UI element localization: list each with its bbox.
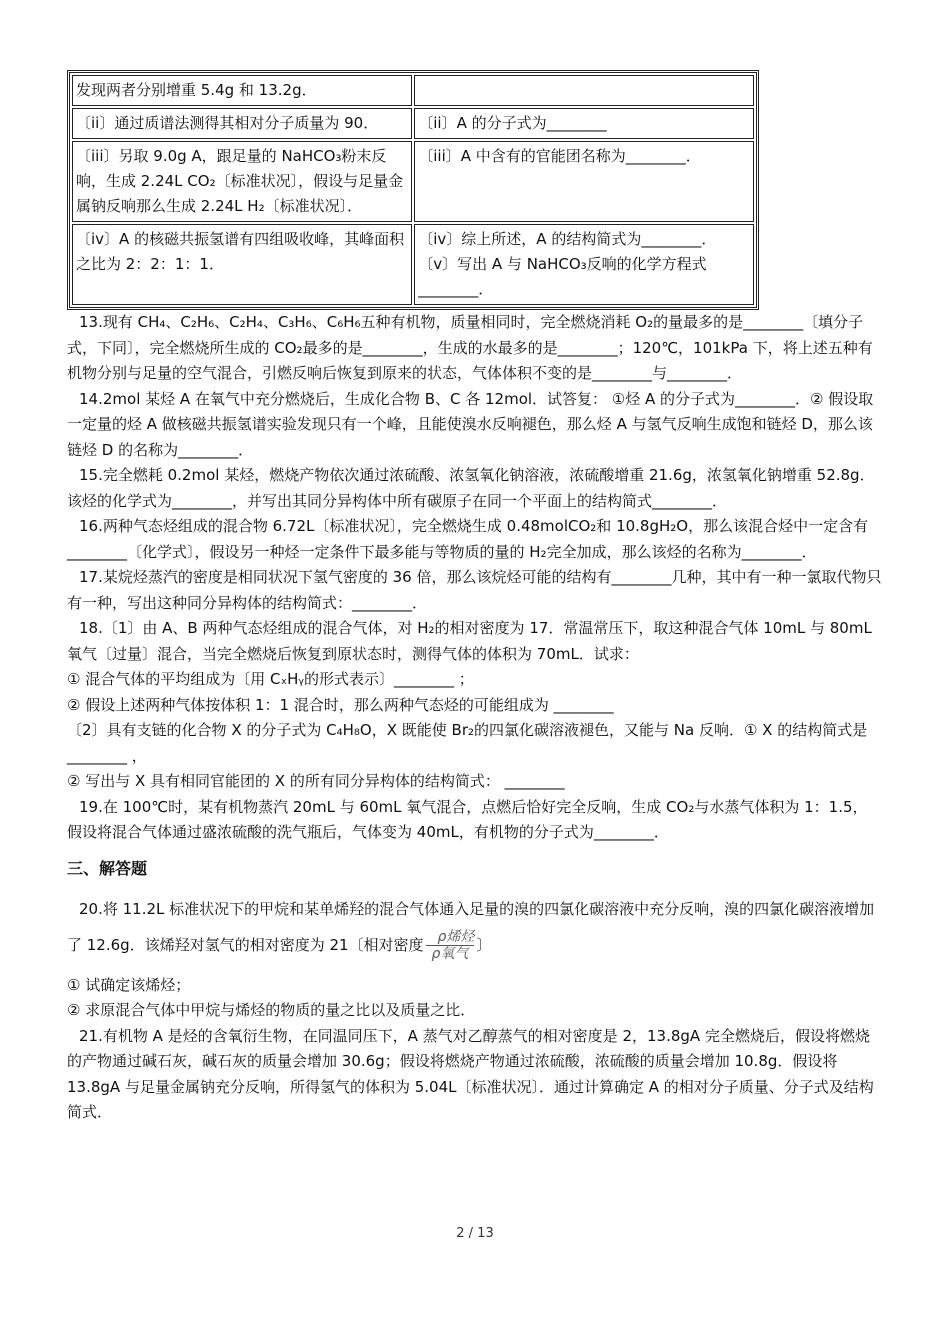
fraction-numerator: ρ烯烃: [426, 929, 475, 946]
question-13: 13.现有 CH₄、C₂H₆、C₂H₄、C₃H₆、C₆H₆五种有机物，质量相同时，完全燃烧消耗 O₂的量最多的是________〔填分子式，下同〕，完全燃烧所生成的 CO₂最多的是________，生成的水最多的是________；120℃，101kPa 下，将上述五种有机物分别与足量的空气混合，引燃反响后恢复到原来的状态，气体体积不变的是________与________．: [67, 313, 873, 382]
question-17: 17.某烷烃蒸汽的密度是相同状况下氢气密度的 36 倍，那么该烷烃可能的结构有________几种，其中有一种一氯取代物只有一种，写出这种同分异构体的结构简式：________．: [67, 568, 882, 612]
question-20-part2: ② 求原混合气体中甲烷与烯烃的物质的量之比以及质量之比．: [67, 1001, 476, 1019]
question-18-part4: ② 写出与 X 具有相同官能团的 X 的所有同分异构体的结构简式： ________: [67, 772, 565, 790]
section-heading: 三、解答题: [67, 858, 148, 878]
table-cell: 〔iv〕综上所述，A 的结构简式为________． 〔v〕写出 A 与 NaHCO₃反响的化学方程式________．: [414, 224, 754, 305]
question-21: 21.有机物 A 是烃的含氧衍生物，在同温同压下，A 蒸气对乙醇蒸气的相对密度是 2，13.8gA 完全燃烧后，假设将燃烧的产物通过碱石灰，碱石灰的质量会增加 30.6g；假设将燃烧产物通过浓硫酸，浓硫酸的质量会增加 10.8g．假设将 13.8gA 与足量金属钠充分反响，所得氢气的体积为 5.04L〔标准状况〕．通过计算确定 A 的相对分子质量、分子式及结构简式．: [67, 1026, 874, 1121]
table-cell: [414, 75, 754, 106]
question-18-part3: 〔2〕具有支链的化合物 X 的分子式为 C₄H₈O，X 既能使 Br₂的四氯化碳溶液褪色，又能与 Na 反响．① X 的结构简式是 ________ ，: [67, 721, 868, 765]
table-cell: 〔iv〕A 的核磁共振氢谱有四组吸收峰，其峰面积之比为 2：2：1：1．: [72, 224, 412, 305]
question-18-part2: ② 假设上述两种气体按体积 1：1 混合时，那么两种气态烃的可能组成为 ________: [67, 695, 614, 714]
question-15: 15.完全燃耗 0.2mol 某烃，燃烧产物依次通过浓硫酸、浓氢氧化钠溶液，浓硫酸增重 21.6g，浓氢氧化钠增重 52.8g．该烃的化学式为________，并写出其同分异构体中所有碳原子在同一个平面上的结构简式________．: [67, 466, 875, 510]
question-20-text: 20.将 11.2L 标准状况下的甲烷和某单烯羟的混合气体通入足量的溴的四氯化碳溶液中充分反响，溴的四氯化碳溶液增加了 12.6g．该烯羟对氢气的相对密度为 21〔相对密度: [67, 899, 875, 954]
table-row: [72, 141, 754, 222]
question-18-intro: 18.〔1〕由 A、B 两种气态烃组成的混合气体，对 H₂的相对密度为 17．常温常压下，取这种混合气体 10mL 与 80mL 氧气〔过量〕混合，当完全燃烧后恢复到原状态时，测得气体的体积为 70mL．试求：: [67, 619, 872, 663]
question-19: 19.在 100℃时，某有机物蒸汽 20mL 与 60mL 氧气混合，点燃后恰好完全反响，生成 CO₂与水蒸气体积为 1：1.5，假设将混合气体通过盛浓硫酸的洗气瓶后，气体变为 40mL，有机物的分子式为________．: [67, 797, 868, 841]
question-20-part1: ① 试确定该烯烃；: [67, 975, 191, 994]
page-number: 2 / 13: [456, 1226, 494, 1241]
table-row: [72, 108, 754, 139]
table-cell: 〔ii〕通过质谱法测得其相对分子质量为 90．: [72, 108, 412, 139]
experiment-table: [67, 70, 759, 310]
relative-density-fraction: [426, 929, 475, 962]
table-cell: 〔iii〕另取 9.0g A，跟足量的 NaHCO₃粉末反响，生成 2.24L CO₂〔标准状况〕，假设与足量金属钠反响那么生成 2.24L H₂〔标准状况〕．: [72, 141, 412, 222]
question-18-part1: ① 混合气体的平均组成为〔用 CₓHᵧ的形式表示〕________ ；: [67, 670, 474, 688]
question-16: 16.两种气态烃组成的混合物 6.72L〔标准状况〕，完全燃烧生成 0.48molCO₂和 10.8gH₂O，那么该混合烃中一定含有________〔化学式〕，假设另一种烃一定条件下最多能与等物质的量的 H₂完全加成，那么该烃的名称为________．: [67, 517, 869, 561]
table-row: [72, 75, 754, 106]
table-row: [72, 224, 754, 305]
document-page: [67, 70, 882, 1126]
question-20-close: 〕: [476, 935, 492, 954]
table-cell: 〔iii〕A 中含有的官能团名称为________．: [414, 141, 754, 222]
question-14: 14.2mol 某烃 A 在氧气中充分燃烧后，生成化合物 B、C 各 12mol．试答复： ①烃 A 的分子式为________．② 假设取一定量的烃 A 做核磁共振氢谱实验发现只有一个峰，且能使溴水反响褪色，那么烃 A 与氢气反响生成饱和链烃 D，那么该链烃 D 的名称为________．: [67, 389, 874, 459]
fraction-denominator: ρ氧气: [431, 945, 469, 962]
table-cell: 发现两者分别增重 5.4g 和 13.2g．: [72, 75, 412, 106]
question-20: [67, 891, 882, 963]
table-cell: 〔ii〕A 的分子式为________: [414, 108, 754, 139]
